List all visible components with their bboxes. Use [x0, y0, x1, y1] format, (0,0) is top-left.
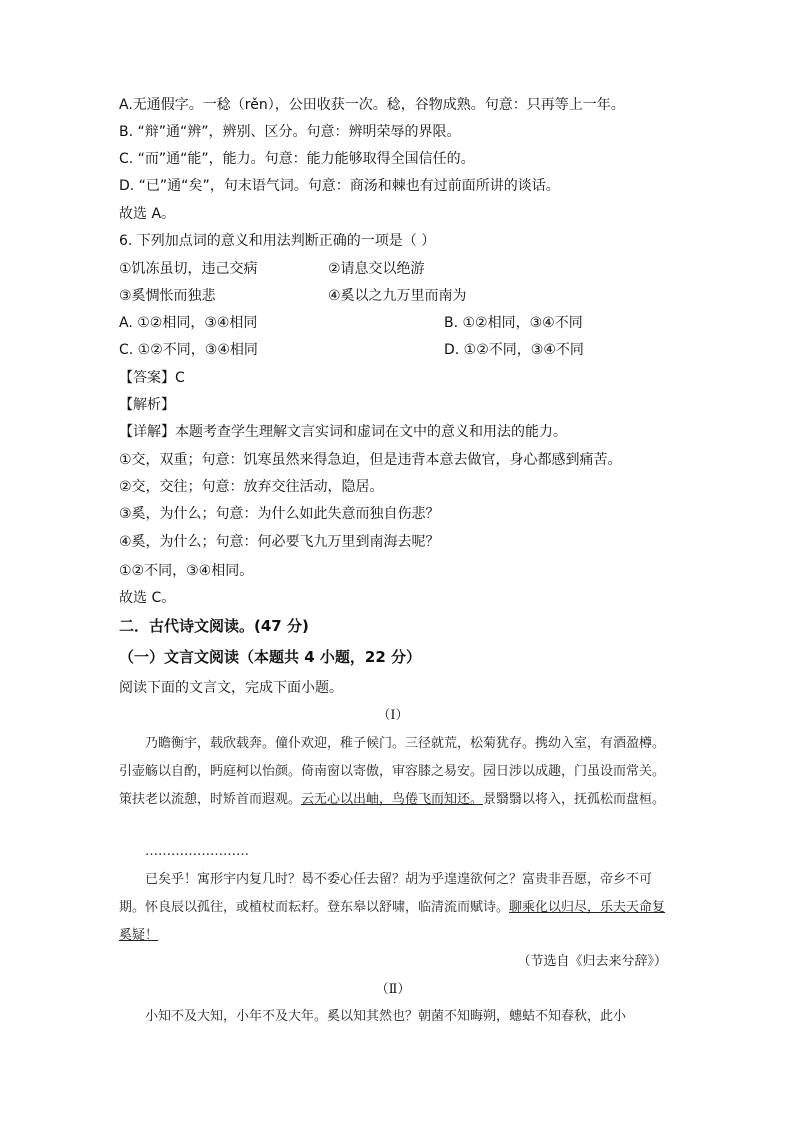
passage-1-paragraph-2 — [119, 866, 667, 950]
q6-item-2: ②请息交以绝游 — [328, 261, 425, 277]
option-b-explanation: B. “辩”通“辨”，辨别、区分。句意：辨明荣辱的界限。 — [119, 124, 461, 140]
passage-1-underlined-a: 云无心以出岫，鸟倦飞而知还。 — [301, 792, 484, 807]
choose-a-line: 故选 A。 — [119, 206, 176, 222]
explanation-4: ④奚，为什么；句意：何必要飞九万里到南海去呢？ — [119, 534, 440, 550]
explanation-2: ②交，交往；句意：放弃交往活动，隐居。 — [119, 479, 384, 495]
q6-option-c: C. ①②不同，③④相同 — [119, 342, 258, 358]
q6-item-4: ④奚以之九万里而南为 — [328, 288, 467, 304]
q6-option-b: B. ①②相同，③④不同 — [444, 315, 583, 331]
ellipsis-line: …………………… — [145, 844, 249, 859]
option-a-explanation: A.无通假字。一稔（rěn），公田收获一次。稔，谷物成熟。句意：只再等上一年。 — [119, 97, 625, 113]
option-c-explanation: C. “而”通“能”，能力。句意：能力能够取得全国信任的。 — [119, 151, 475, 167]
passage-1-source: （节选自《归去来兮辞》） — [517, 954, 667, 969]
section-subtitle: （一）文言文阅读（本题共 4 小题，22 分） — [119, 648, 421, 666]
option-d-explanation: D. “已”通“矣”，句末语气词。句意：商汤和棘也有过前面所讲的谈话。 — [119, 178, 560, 194]
passage-1-text-c: 已矣乎！寓形宇内复几时？曷不委心任去留？胡为乎遑遑欲何之？富贵非吾愿，帝乡不可期。怀良辰以孤往，或植杖而耘耔。登东皋以舒啸，临清流而赋诗。 — [119, 872, 653, 915]
answer-line: 【答案】C — [119, 370, 185, 386]
section-title: 二．古代诗文阅读。(47 分) — [119, 617, 309, 635]
passage-1-label: （Ⅰ） — [377, 708, 409, 723]
passage-1-paragraph-1 — [119, 730, 667, 814]
q6-option-a: A. ①②相同，③④相同 — [119, 315, 258, 331]
passage-2-label: （Ⅱ） — [375, 982, 411, 997]
explanation-summary: ①②不同，③④相同。 — [119, 563, 254, 579]
question-6: 6. 下列加点词的意义和用法判断正确的一项是（ ） — [119, 233, 436, 249]
detail-line: 【详解】本题考查学生理解文言实词和虚词在文中的意义和用法的能力。 — [119, 424, 567, 440]
passage-1-text-a: 乃瞻衡宇，载欣载奔。僮仆欢迎，稚子候门。三径就荒，松菊犹存。携幼入室，有酒盈樽。引壶觞以自酌，眄庭柯以怡颜。倚南窗以寄傲，审容膝之易安。园日涉以成趣，门虽设而常关。策扶老以流憩，时矫首而遐观。 — [119, 736, 666, 807]
section-instruction: 阅读下面的文言文，完成下面小题。 — [119, 680, 343, 696]
explanation-3: ③奚，为什么；句意：为什么如此失意而独自伤悲？ — [119, 506, 440, 522]
q6-option-d: D. ①②不同，③④不同 — [444, 342, 584, 358]
q6-item-3: ③奚惆怅而独悲 — [119, 288, 216, 304]
passage-1-underlined-b: 聊乘化以归尽，乐夫天命复奚疑！ — [119, 900, 666, 943]
analysis-heading: 【解析】 — [119, 397, 175, 413]
passage-1-text-b: 景翳翳以将入，抚孤松而盘桓。 — [483, 792, 666, 807]
explanation-1: ①交，双重；句意：饥寒虽然来得急迫，但是违背本意去做官，身心都感到痛苦。 — [119, 452, 622, 468]
passage-2-paragraph-1: 小知不及大知，小年不及大年。奚以知其然也？朝菌不知晦朔，蟪蛄不知春秋，此小 — [145, 1009, 627, 1024]
choose-c-line: 故选 C。 — [119, 590, 176, 606]
q6-item-1: ①饥冻虽切，违己交病 — [119, 261, 258, 277]
